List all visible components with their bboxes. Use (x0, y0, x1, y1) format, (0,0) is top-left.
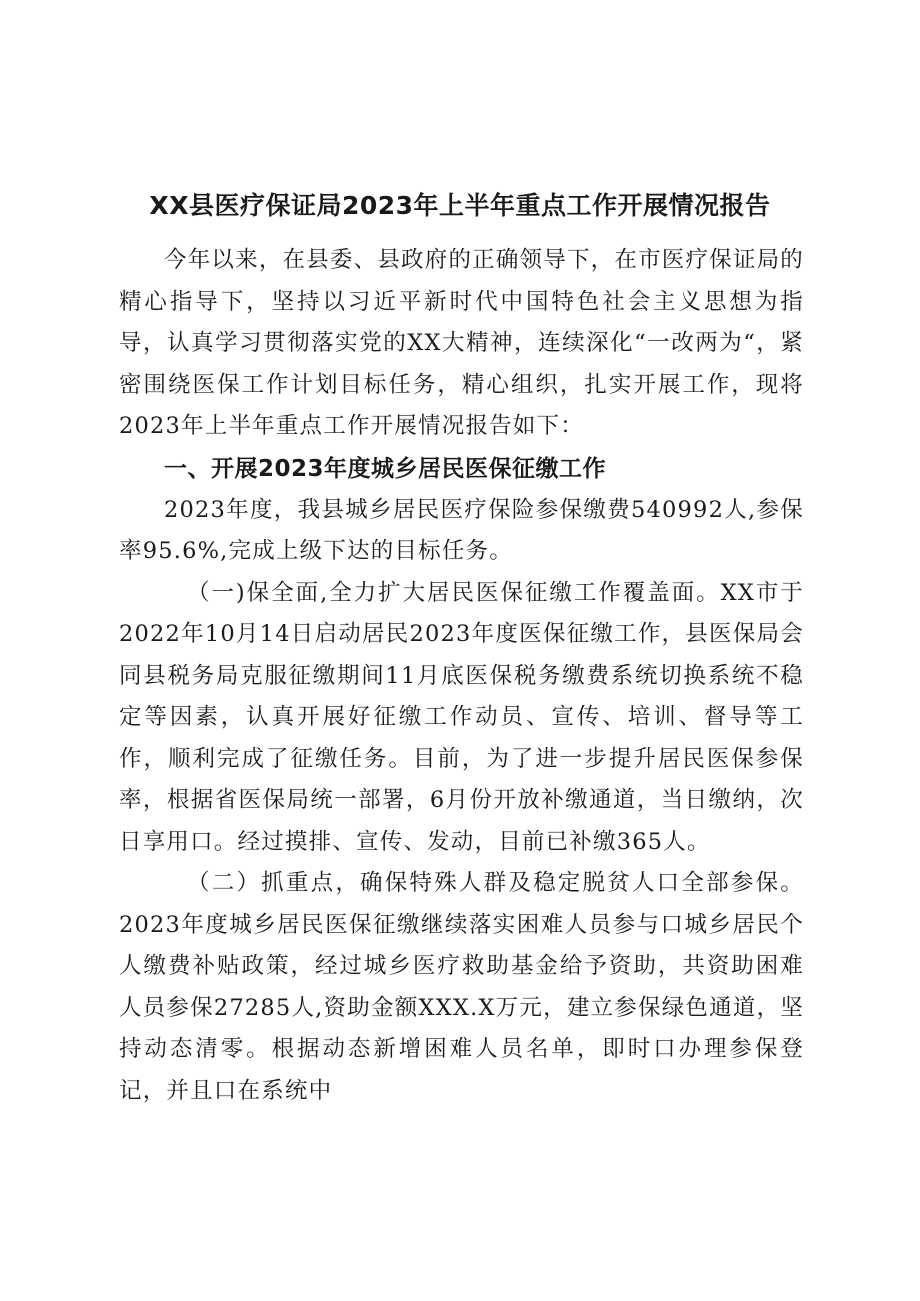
section1-paragraph-2: （一)保全面,全力扩大居民医保征缴工作覆盖面。XX市于2022年10月14日启动居民2023年度医保征缴工作，县医保局会同县税务局克服征缴期间11月底医保税务缴费系统切换系统不稳定等因素，认真开展好征缴工作动员、宣传、培训、督导等工作，顺利完成了征缴任务。目前，为了进一步提升居民医保参保率，根据省医保局统一部署，6月份开放补缴通道，当日缴纳，次日享用口。经过摸排、宣传、发动，目前已补缴365人。 (119, 579, 804, 855)
document-body (119, 240, 804, 1112)
intro-paragraph: 今年以来，在县委、县政府的正确领导下，在市医疗保证局的精心指导下，坚持以习近平新时代中国特色社会主义思想为指导，认真学习贯彻落实党的XX大精神，连续深化“一改两为“，紧密围绕医保工作计划目标任务，精心组织，扎实开展工作，现将2023年上半年重点工作开展情况报告如下： (119, 247, 804, 439)
section1-paragraph-1: 2023年度，我县城乡居民医疗保险参保缴费540992人,参保率95.6%,完成上级下达的目标任务。 (119, 496, 804, 564)
section1-paragraph-3: （二）抓重点，确保特殊人群及稳定脱贫人口全部参保。2023年度城乡居民医保征缴继续落实困难人员参与口城乡居民个人缴费补贴政策，经过城乡医疗救助基金给予资助，共资助困难人员参保27285人,资助金额XXX.X万元，建立参保绿色通道，坚持动态清零。根据动态新增困难人员名单，即时口办理参保登记，并且口在系统中 (119, 870, 804, 1104)
document-title: XX县医疗保证局2023年上半年重点工作开展情况报告 (149, 191, 771, 220)
section-heading-1: 一、开展2023年度城乡居民医保征缴工作 (164, 455, 607, 482)
